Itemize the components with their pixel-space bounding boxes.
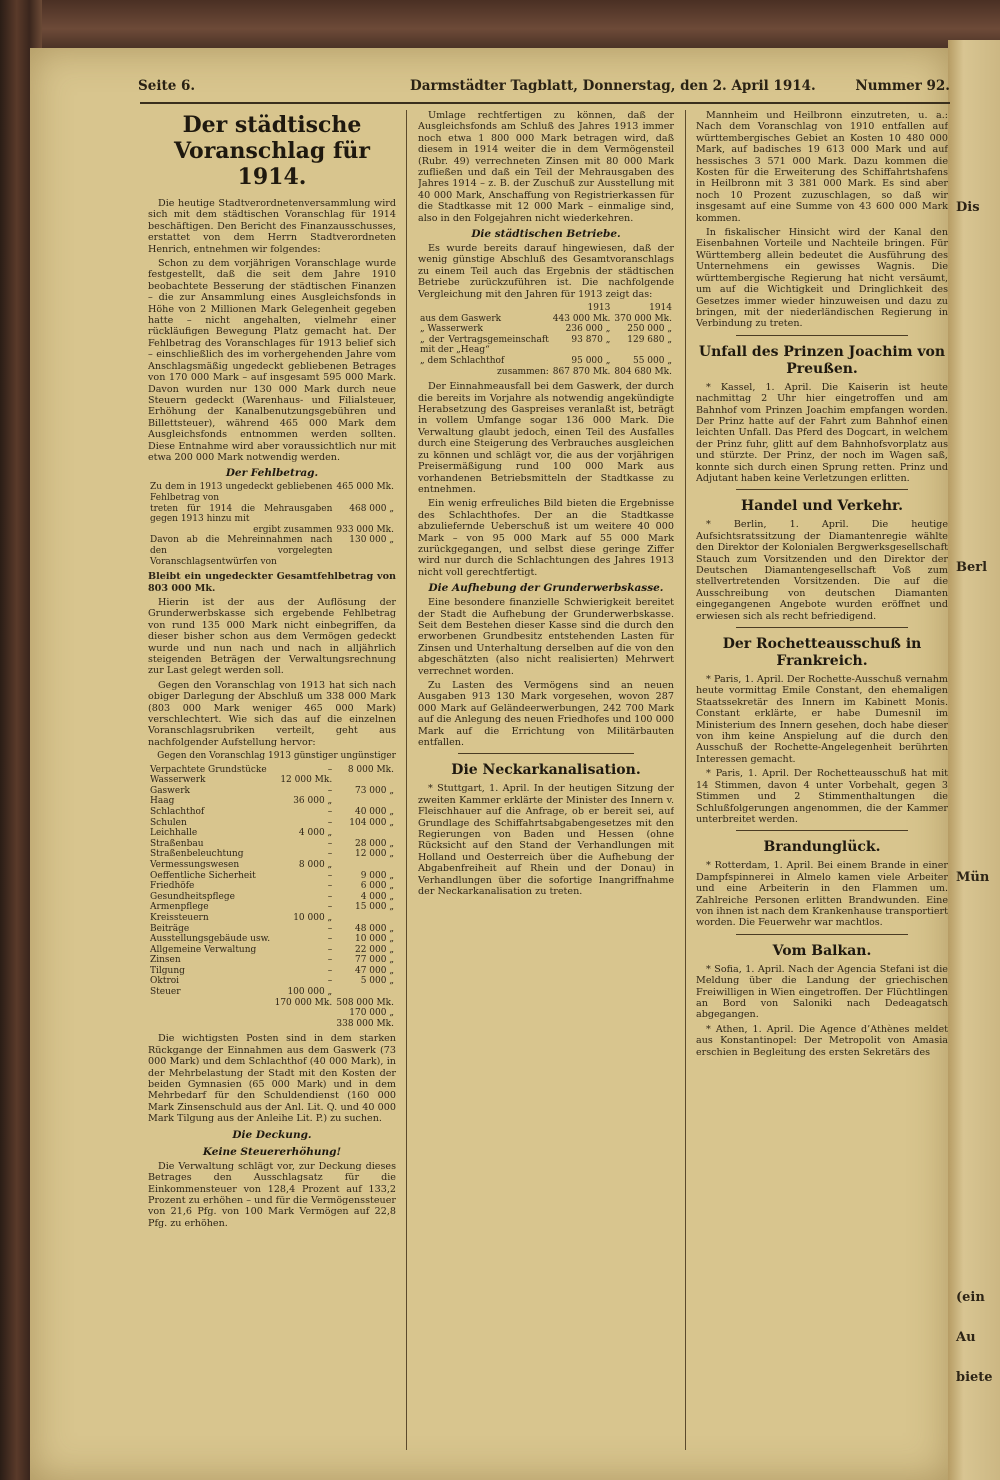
betriebe-table <box>418 303 674 377</box>
table-cell: – <box>327 806 333 817</box>
table-sum-row <box>148 1008 396 1019</box>
column-3 <box>696 110 948 1460</box>
table-cell <box>334 775 396 786</box>
table-cell: Gaswerk <box>150 785 190 796</box>
subheading: Die Deckung. <box>232 1128 312 1141</box>
table-sum-row <box>418 367 674 378</box>
article-headline: Die Neckarkanalisation. <box>451 762 641 779</box>
edge-fragment: biete <box>956 1370 993 1385</box>
adjacent-page-edge <box>948 40 1000 1480</box>
table-cell: – <box>327 934 333 945</box>
divider <box>736 489 908 490</box>
table-cell: 867 870 Mk. <box>552 366 611 377</box>
table-cell: 93 870 „ <box>571 334 611 345</box>
table-cell <box>334 860 396 871</box>
table-cell: Davon ab die Mehreinnahmen nach den vorgelegten Voranschlagsentwürfen von <box>150 535 333 567</box>
article-headline: Brandunglück. <box>763 839 881 856</box>
divider <box>736 627 908 628</box>
table-cell: – <box>327 817 333 828</box>
header-rule <box>140 102 950 104</box>
table-row <box>148 955 396 966</box>
page-number: Seite 6. <box>138 78 196 94</box>
page-header <box>120 78 950 102</box>
table-cell: – <box>327 902 333 913</box>
table-cell: – <box>327 881 333 892</box>
table-cell: 28 000 „ <box>354 838 394 849</box>
table-cell: Kreissteuern <box>150 912 209 923</box>
table-cell: – <box>327 923 333 934</box>
table-cell: – <box>327 891 333 902</box>
table-cell: Straßenbeleuchtung <box>150 849 244 860</box>
rubric-table <box>148 765 396 1030</box>
article-headline: Der städtische Voranschlag für 1914. <box>173 112 371 190</box>
edge-fragment: Au <box>956 1330 976 1345</box>
table-cell: 508 000 Mk. <box>336 997 394 1008</box>
table-row <box>148 913 396 924</box>
table-cell: Schlachthof <box>150 806 205 817</box>
table-cell: 8 000 „ <box>298 859 333 870</box>
table-row <box>148 775 396 786</box>
table-row <box>418 324 674 335</box>
table-row <box>148 881 396 892</box>
table-cell: Haag <box>150 796 175 807</box>
table-cell: Zinsen <box>150 955 181 966</box>
table-row <box>148 902 396 913</box>
table-cell: – <box>327 838 333 849</box>
table-cell: 443 000 Mk. <box>552 313 611 324</box>
table-cell: 6 000 „ <box>360 881 394 892</box>
table-row <box>148 987 396 998</box>
table-row <box>148 871 396 882</box>
table-cell: Vermessungswesen <box>150 859 240 870</box>
article-headline: Handel und Verkehr. <box>741 498 903 515</box>
table-cell: 804 680 Mk. <box>614 366 672 377</box>
table-cell: 1913 <box>587 303 611 314</box>
table-row <box>148 976 396 987</box>
article-headline: Vom Balkan. <box>772 942 872 959</box>
fehlbetrag-total: Bleibt ein ungedeckter Gesamtfehlbetrag von 803 000 Mk. <box>148 571 396 594</box>
table-row <box>418 356 674 367</box>
column-rule <box>685 110 686 1450</box>
divider <box>736 830 908 831</box>
table-cell: Beiträge <box>150 923 190 934</box>
column-rule <box>406 110 407 1450</box>
table-row <box>148 828 396 839</box>
table-cell: Ausstellungsgebäude usw. <box>150 934 271 945</box>
table-row <box>418 314 674 325</box>
table-cell: Oktroi <box>150 976 180 987</box>
table-cell: – <box>327 870 333 881</box>
table-row <box>148 796 396 807</box>
issue-number: Nummer 92. <box>855 78 950 94</box>
table-cell: Straßenbau <box>150 838 204 849</box>
divider <box>736 335 908 336</box>
edge-fragment: Berl <box>956 560 988 575</box>
table-cell: 4 000 „ <box>298 828 333 839</box>
table-cell: Steuer <box>150 987 181 998</box>
subheading: Keine Steuererhöhung! <box>202 1145 342 1158</box>
divider <box>736 934 908 935</box>
table-cell: 5 000 „ <box>360 976 394 987</box>
table-cell: 1914 <box>649 303 672 314</box>
paragraph: * Stuttgart, 1. April. In der heutigen Sitzung der zweiten Kammer erklärte der Minister des Innern v. Fleischhauer auf die Anfrage, ob er bereit sei, auf Grundlage des Schiffahrtsabgabengesetzes mit den Regierungen von Baden und Hessen (ohne Rücksicht auf den Stand der Verhandlungen mit Holland und Oesterreich über die Aufhebung der Abgabenfreiheit auf Rhein und der Donau) in Verhandlungen über die sofortige Inangriffnahme der Neckarkanalisation zu treten. <box>418 783 674 898</box>
table-cell: 465 000 Mk. <box>336 482 394 493</box>
subheading: Der Fehlbetrag. <box>225 467 319 480</box>
table-cell: 10 000 „ <box>354 934 394 945</box>
table-cell: 22 000 „ <box>354 944 394 955</box>
table-cell: Verpachtete Grundstücke <box>150 764 267 775</box>
table-cell: Tilgung <box>150 965 185 976</box>
paragraph: * Kassel, 1. April. Die Kaiserin ist heute nachmittag 2 Uhr hier eingetroffen und am Bahnhof vom Prinzen Joachim empfangen worden. Der Prinz hatte auf der Fahrt zum Bahnhof einen leichten Unfall. Das Pferd des Dogcart, in welchem der Prinz fuhr, glitt auf dem Bahnhofsvorplatz aus und stürzte. Der Prinz, der noch im Wagen saß, konnte sich durch einen Sprung retten. Prinz und Adjutant haben keine Verletzungen erlitten. <box>696 381 948 484</box>
table-cell: 170 000 „ <box>349 1008 394 1019</box>
table-cell: 36 000 „ <box>293 796 333 807</box>
table-cell: 170 000 Mk. <box>274 997 333 1008</box>
paragraph: * Paris, 1. April. Der Rochette-Ausschuß vernahm heute vormittag Emile Constant, den ehemaligen Staatssekretär des Innern im Kabinett Monis. Constant erklärte, er habe Dumesnil im Ministerium des Innern gesehen, doch habe dieser von ihm keine Anspielung auf die durch den Ausschuß der Rochette-Angelegenheit berührten Interessen gemacht. <box>696 674 948 765</box>
paragraph: Mannheim und Heilbronn einzutreten, u. a.: Nach dem Voranschlag von 1910 entfallen auf württembergisches Gebiet an Kosten 10 480 000 Mark, auf badisches 19 613 000 Mark und auf hessisches 3 571 000 Mark. Dazu kommen die Kosten für die Erweiterung des Schiffahrtshafens in Heilbronn mit 3 381 000 Mark. Es sind aber noch 10 Prozent zuzuschlagen, so daß wir insgesamt auf eine Summe von 43 600 000 Mark kommen. <box>696 110 948 224</box>
table-cell: 8 000 Mk. <box>347 764 394 775</box>
table-cell: 95 000 „ <box>571 356 611 367</box>
table-row <box>148 892 396 903</box>
table-row <box>418 335 674 356</box>
table-cell: 77 000 „ <box>354 955 394 966</box>
table-cell: – <box>327 965 333 976</box>
table-row <box>148 924 396 935</box>
paragraph: Die heutige Stadtverordnetenversammlung wird sich mit dem städtischen Voranschlag für 1914 beschäftigen. Den Bericht des Finanzausschusses, erstattet von dem Herrn Stadtverordneten Henrich, entnehmen wir folgendes: <box>148 198 396 255</box>
table-cell: 468 000 „ <box>349 503 394 514</box>
table-row <box>148 945 396 956</box>
table-cell: „ dem Schlachthof <box>420 356 505 367</box>
paragraph: Eine besondere finanzielle Schwierigkeit bereitet der Stadt die Aufhebung der Grunderwerbskasse. Seit dem Bestehen dieser Kasse sind die durch den erworbenen Grundbesitz entstehenden Lasten für Zinsen und Unterhaltung derselben auf die von den abgeschätzten (also nicht realisierten) Mehrwert verrechnet worden. <box>418 597 674 677</box>
table-cell: 338 000 Mk. <box>336 1018 394 1029</box>
table-cell: ergibt zusammen <box>253 524 333 535</box>
table-cell: Gesundheitspflege <box>150 891 235 902</box>
table-cell: 130 000 „ <box>349 535 394 546</box>
table-cell <box>334 913 396 924</box>
table-cell: – <box>327 764 333 775</box>
table-row <box>148 807 396 818</box>
table-cell: 10 000 „ <box>293 912 333 923</box>
table-cell <box>334 987 396 998</box>
paragraph: Ein wenig erfreuliches Bild bieten die Ergebnisse des Schlachthofes. Der an die Stadtkasse abzuliefernde Ueberschuß ist um weitere 40 000 Mark – von 95 000 Mark auf 55 000 Mark zurückgegangen, und selbst diese geringe Ziffer wird nur durch die Schlachtungen des Jahres 1913 nicht voll gerechtfertigt. <box>418 498 674 578</box>
table-cell: 104 000 „ <box>349 817 394 828</box>
table-cell: 100 000 „ <box>287 987 333 998</box>
paragraph: * Rotterdam, 1. April. Bei einem Brande in einer Dampfspinnerei in Almelo kamen viele Arbeiter und eine Arbeiterin in den Flammen um. Zahlreiche Personen erlitten Brandwunden. Eine von ihnen ist nach dem Krankenhause transportiert worden. Die Feuerwehr war machtlos. <box>696 860 948 929</box>
table-cell <box>334 828 396 839</box>
table-cell: 9 000 „ <box>360 870 394 881</box>
paragraph: * Paris, 1. April. Der Rochetteausschuß hat mit 14 Stimmen, davon 4 unter Vorbehalt, gegen 3 Stimmen und 2 Stimmenthaltungen die Schlußfolgerungen angenommen, die der Kammer unterbreitet werden. <box>696 768 948 825</box>
table-cell: Schulen <box>150 817 187 828</box>
table-cell: „ Wasserwerk <box>420 324 484 335</box>
paragraph: Hierin ist der aus der Auflösung der Grunderwerbskasse sich ergebende Fehlbetrag von rund 135 000 Mark nicht einbegriffen, da dieser bisher schon aus dem Vermögen gedeckt wurde und nun nach und nach in alljährlich steigenden Beträgen der Verwaltungsrechnung zur Last gelegt werden soll. <box>148 596 396 677</box>
table-cell: – <box>327 785 333 796</box>
table-sum-row <box>148 1019 396 1030</box>
divider <box>458 753 634 754</box>
paragraph: Es wurde bereits darauf hingewiesen, daß der wenig günstige Abschluß des Gesamtvoranschlags zu einem Teil auch das Ergebnis der städtischen Betriebe zurückzuführen ist. Die nachfolgende Vergleichung mit den Jahren für 1913 zeigt das: <box>418 243 674 300</box>
paragraph: * Sofia, 1. April. Nach der Agencia Stefani ist die Meldung über die Landung der griechischen Freiwilligen in Wien eingetroffen. Der Flüchtlingen an Bord von Saloniki nach Dedeagatsch abgegangen. <box>696 963 948 1021</box>
edge-fragment: (ein <box>956 1290 985 1305</box>
paragraph: Gegen den Voranschlag von 1913 hat sich nach obiger Darlegung der Abschluß um 338 000 Mark (803 000 Mark weniger 465 000 Mark) verschlechtert. Wie sich das auf die einzelnen Voranschlagsrubriken verteilt, geht aus nachfolgender Aufstellung hervor: <box>148 679 396 748</box>
paragraph: Die wichtigsten Posten sind in dem starken Rückgange der Einnahmen aus dem Gaswerk (73 000 Mark) und dem Schlachthof (40 000 Mark), in der Mehrbelastung der Stadt mit den Kosten der beiden Gymnasien (65 000 Mark) und in dem Mehrbedarf für den Schuldendienst (160 000 Mark Zinsenschuld aus der Anl. Lit. Q. und 40 000 Mark Tilgung aus der Anleihe Lit. P.) zu suchen. <box>148 1033 396 1125</box>
table-row <box>148 860 396 871</box>
table-cell: 15 000 „ <box>354 902 394 913</box>
table-row <box>148 849 396 860</box>
subheading: Die Aufhebung der Grunderwerbskasse. <box>428 582 664 595</box>
table-row <box>148 934 396 945</box>
table-cell: 73 000 „ <box>354 785 394 796</box>
table-row <box>148 765 396 776</box>
table-cell: treten für 1914 die Mehrausgaben gegen 1913 hinzu mit <box>150 503 333 525</box>
table-cell: – <box>327 849 333 860</box>
table-cell: Leichhalle <box>150 828 198 839</box>
table-cell: – <box>327 976 333 987</box>
table-cell: Armenpflege <box>150 902 209 913</box>
table-row <box>148 839 396 850</box>
table-cell: aus dem Gaswerk <box>420 313 502 324</box>
fehlbetrag-table <box>148 482 396 567</box>
subheading: Die städtischen Betriebe. <box>471 228 621 241</box>
table-cell: Allgemeine Verwaltung <box>150 944 257 955</box>
table-sum-row <box>148 998 396 1009</box>
table-cell: 250 000 „ <box>627 324 672 335</box>
paragraph: * Berlin, 1. April. Die heutige Aufsichtsratssitzung der Diamantenregie wählte den Direktor der Kolonialen Bergwerksgesellschaft Stauch zum Vorsitzenden und den Direktor der Deutschen Diamantengesellschaft Voß zum stellvertretenden Vorsitzenden. Die auf die Ausschreibung von deutschen Diamanten eingegangenen Angebote wurden eröffnet und erwiesen sich als recht befriedigend. <box>696 519 948 622</box>
table-header-row <box>418 303 674 314</box>
table-cell: 933 000 Mk. <box>336 524 394 535</box>
paragraph: Schon zu dem vorjährigen Voranschlage wurde festgestellt, daß die seit dem Jahre 1910 beobachtete Besserung der städtischen Finanzen – die zur Ansammlung eines Ausgleichsfonds in Höhe von 2 Millionen Mark Gelegenheit gegeben hatte – nicht angehalten, vielmehr einer rückläufigen Bewegung Platz gemacht hat. Der Fehlbetrag des Voranschlages für 1913 belief sich – einschließlich des im vorhergehenden Jahre vom Anschlagsmäßig ungedeckt gebliebenen Betrages von 170 000 Mark – auf insgesamt 595 000 Mark. Davon wurden nur 130 000 Mark durch neue Steuern gedeckt (Warenhaus- und Filialsteuer, Erhöhung der Kanalbenutzungsgebühren und Billettsteuer), während 465 000 Mark dem Ausgleichsfonds entnommen werden sollten. Diese Entnahme wird aber voraussichtlich nur mit etwa 200 000 Mark notwendig werden. <box>148 258 396 463</box>
column-1 <box>148 110 396 1460</box>
table-cell: 12 000 „ <box>354 849 394 860</box>
column-2 <box>418 110 674 1460</box>
paragraph: Zu Lasten des Vermögens sind an neuen Ausgaben 913 130 Mark vorgesehen, wovon 287 000 Mark auf Geländeerwerbungen, 242 700 Mark auf die Anlegung des neuen Friedhofes und 100 000 Mark auf die Errichtung von Militärbauten entfallen. <box>418 680 674 749</box>
table-cell: 47 000 „ <box>354 965 394 976</box>
table-row <box>148 966 396 977</box>
table-cell: Zu dem in 1913 ungedeckt gebliebenen Fehlbetrag von <box>150 482 333 503</box>
paragraph: Die Verwaltung schlägt vor, zur Deckung dieses Betrages den Ausschlagsatz für die Einkommensteuer von 128,4 Prozent auf 133,2 Prozent zu erhöhen – und für die Vermögenssteuer von 21,6 Pfg. von 100 Mark Vermögen auf 22,8 Pfg. zu erhöhen. <box>148 1160 396 1229</box>
paragraph: * Athen, 1. April. Die Agence d’Athènes meldet aus Konstantinopel: Der Metropolit von Amasia erschien in Begleitung des ersten Sekretärs des <box>696 1023 948 1058</box>
paragraph: Der Einnahmeausfall bei dem Gaswerk, der durch die bereits im Vorjahre als notwendig angekündigte Herabsetzung des Gaspreises veranlaßt ist, beträgt in vollem Umfange sogar 136 000 Mark. Die Verwaltung glaubt jedoch, einen Teil des Ausfalles durch eine Steigerung des Verbrauches ausgleichen zu können und schlägt vor, die aus der vorjährigen Preisermäßigung rund 100 000 Mark aus vorhandenen Betriebsmitteln der Stadtkasse zu entnehmen. <box>418 381 674 495</box>
table-cell: 48 000 „ <box>354 923 394 934</box>
table-cell: – <box>327 955 333 966</box>
table-cell: 40 000 „ <box>354 806 394 817</box>
table-cell: 12 000 Mk. <box>280 775 333 786</box>
table-cell: 129 680 „ <box>627 334 672 345</box>
table-cell: 4 000 „ <box>360 891 394 902</box>
paper-dateline: Darmstädter Tagblatt, Donnerstag, den 2. April 1914. <box>410 78 816 94</box>
table-row <box>148 786 396 797</box>
table-cell: Friedhöfe <box>150 881 195 892</box>
article-headline: Der Rochetteausschuß in Frankreich. <box>722 636 922 670</box>
paragraph: In fiskalischer Hinsicht wird der Kanal den Eisenbahnen Vorteile und Nachteile bringen. Für Württemberg allein bedeutet die Ausführung des Unternehmens ein gewisses Wagnis. Die württembergische Regierung hat nicht versäumt, um auf die Wichtigkeit und Dringlichkeit des Gesetzes immer wieder hinzuweisen und dazu zu bringen, mit der niederländischen Regierung in Verbindung zu treten. <box>696 227 948 330</box>
edge-fragment: Mün <box>956 870 990 885</box>
table-cell: 55 000 „ <box>632 356 672 367</box>
table-cell: „ der Vertragsgemeinschaft mit der „Heag“ <box>420 334 549 356</box>
table-cell: Wasserwerk <box>150 775 206 786</box>
paragraph: Umlage rechtfertigen zu können, daß der Ausgleichsfonds am Schluß des Jahres 1913 immer noch etwa 1 800 000 Mark betragen wird, daß diesem in 1914 weiter die in dem Vermögensteil (Rubr. 49) verrechneten Zinsen mit 80 000 Mark zufließen und daß ein Teil der Mehrausgaben des Jahres 1914 – z. B. der Zuschuß zur Ausstellung mit 40 000 Mark, Anschaffung von Registrierkassen für die Stadtkasse mit 12 000 Mark – einmalige sind, also in den Folgejahren nicht wiederkehren. <box>418 110 674 224</box>
table-cell: 370 000 Mk. <box>614 313 672 324</box>
edge-fragment: Dis <box>956 200 980 215</box>
table-cell: zusammen: <box>497 366 549 377</box>
table-header: Gegen den Voranschlag 1913 günstiger ungünstiger <box>157 751 396 762</box>
table-cell: – <box>327 944 333 955</box>
table-cell <box>334 796 396 807</box>
article-headline: Unfall des Prinzen Joachim von Preußen. <box>698 343 946 377</box>
table-row <box>148 818 396 829</box>
table-cell: 236 000 „ <box>565 324 611 335</box>
table-cell: Oeffentliche Sicherheit <box>150 870 256 881</box>
